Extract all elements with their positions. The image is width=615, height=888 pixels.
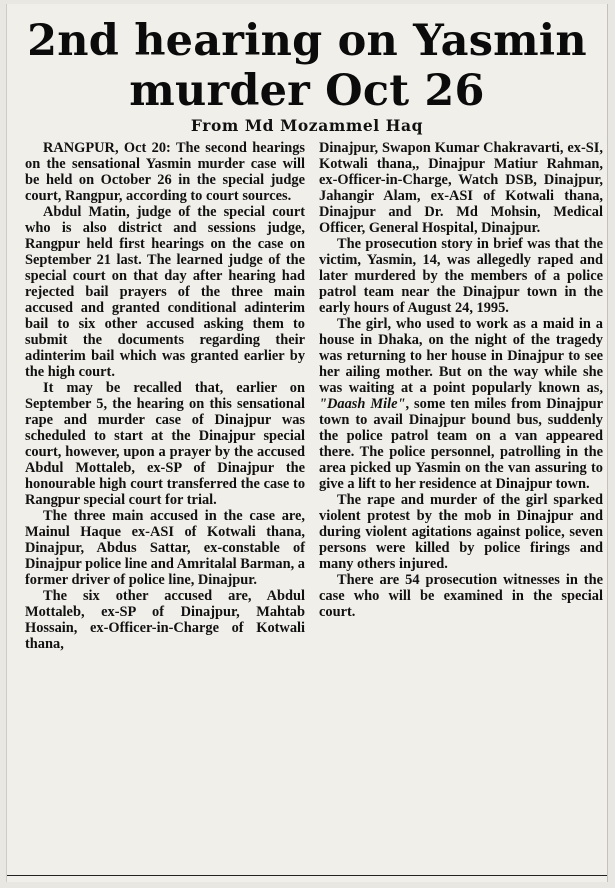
column-left: [25, 140, 305, 652]
bottom-rule: [7, 875, 607, 877]
paragraph: Abdul Matin, judge of the special court who is also district and sessions judge, Rangpur held first hearings on the case on September 21 last. The learned judge of the special court on that day after hearing had rejected bail prayers of the three main accused and granted conditional adinterim bail to six other accused asking them to submit the documents regarding their adinterim bail which was granted earlier by the high court.: [25, 204, 306, 380]
paragraph: [319, 316, 603, 492]
headline: [7, 16, 607, 116]
paragraph-text: , some ten miles from Dinajpur town to avail Dinajpur bound bus, suddenly the police patrol team on a van appeared there. The police personnel, patrolling in the area picked up Yasmin on the van assuring to give a lift to her residence at Dinajpur town.: [319, 396, 603, 492]
paragraph: RANGPUR, Oct 20: The second hearings on the sensational Yasmin murder case will be held on October 26 in the special judge court, Rangpur, according to court sources.: [25, 140, 306, 204]
column-right: [319, 140, 603, 652]
paragraph: Dinajpur, Swapon Kumar Chakravarti, ex-SI, Kotwali thana,, Dinajpur Matiur Rahman, ex-Officer-in-Charge, Watch DSB, Dinajpur, Jahangir Alam, ex-ASI of Kotwali thana, Dinajpur and Dr. Md Mohsin, Medical Officer, General Hospital, Dinajpur.: [319, 140, 603, 236]
paragraph: It may be recalled that, earlier on September 5, the hearing on this sensational rape and murder case of Dinajpur was scheduled to start at the Dinajpur special court, however, upon a prayer by the accused Abdul Mottaleb, ex-SP of Dinajpur the honourable high court transferred the case to Rangpur special court for trial.: [25, 380, 306, 508]
paragraph: The prosecution story in brief was that the victim, Yasmin, 14, was allegedly raped and later murdered by the members of a police patrol team near the Dinajpur town in the early hours of August 24, 1995.: [319, 236, 603, 316]
paragraph-text: The girl, who used to work as a maid in a house in Dhaka, on the night of the tragedy was returning to her house in Dinajpur to see her ailing mother. But on the way while she was waiting at a point popularly known as,: [319, 316, 603, 396]
place-name: "Daash Mile": [319, 396, 406, 412]
headline-line-2: murder Oct 26: [129, 66, 485, 116]
paragraph: There are 54 prosecution witnesses in the case who will be examined in the special court.: [319, 572, 603, 620]
byline: From Md Mozammel Haq: [190, 116, 424, 135]
headline-line-1: 2nd hearing on Yasmin: [27, 16, 587, 66]
newspaper-clipping: [6, 4, 608, 882]
paragraph: The six other accused are, Abdul Mottaleb, ex-SP of Dinajpur, Mahtab Hossain, ex-Officer-in-Charge of Kotwali thana,: [25, 588, 306, 652]
paragraph: The three main accused in the case are, Mainul Haque ex-ASI of Kotwali thana, Dinajpur, Abdus Sattar, ex-constable of Dinajpur police line and Amritalal Barman, a former driver of police line, Dinajpur.: [25, 508, 306, 588]
paragraph: The rape and murder of the girl sparked violent protest by the mob in Dinajpur and during violent agitations against police, seven persons were killed by police firings and many others injured.: [319, 492, 603, 572]
article-body: [7, 140, 607, 652]
